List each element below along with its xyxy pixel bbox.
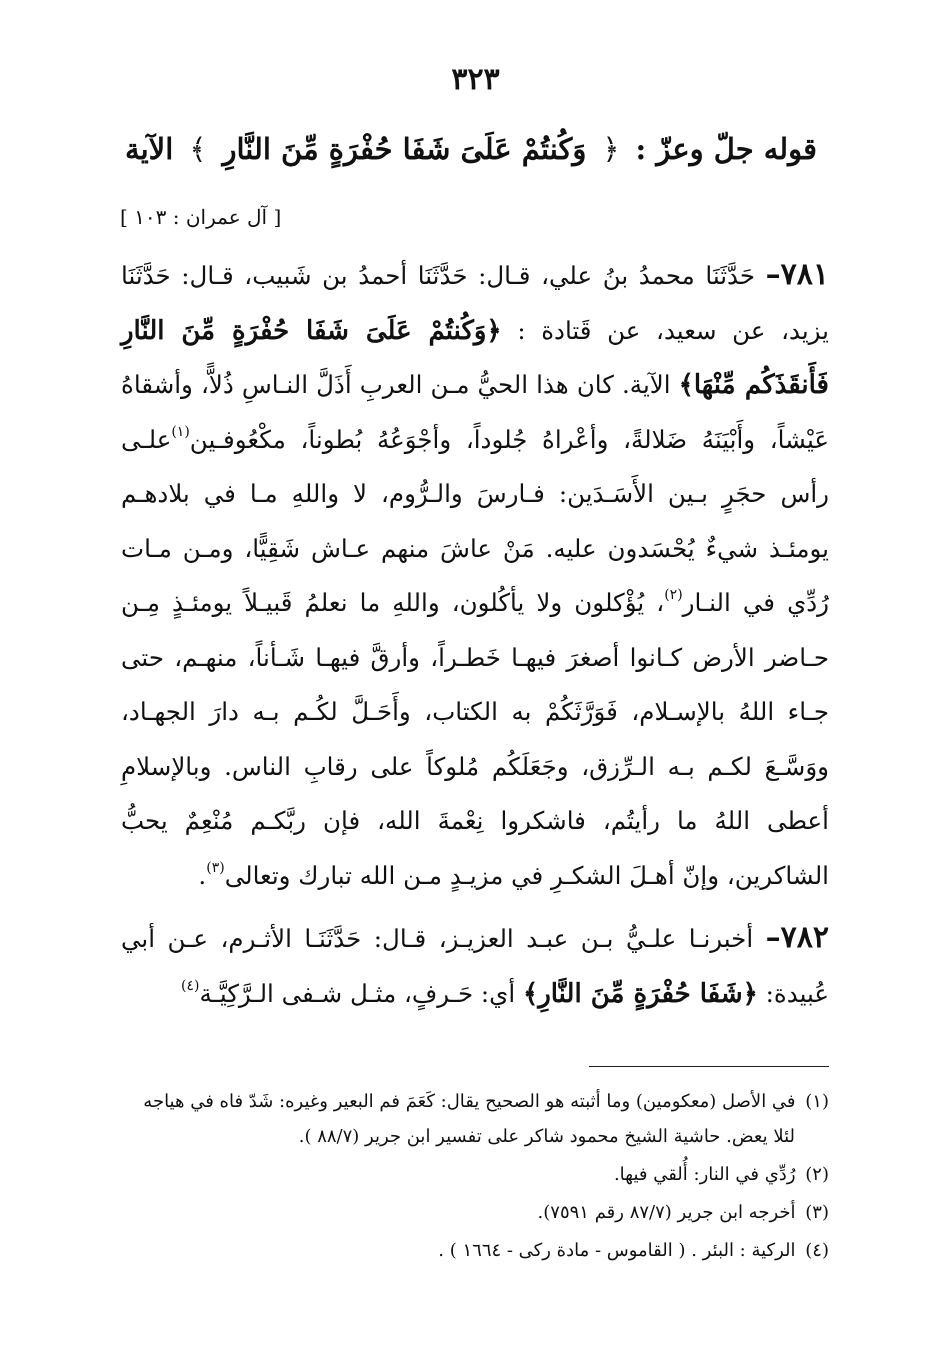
footnote-number: (٣): [805, 1202, 829, 1223]
footnote-text: في الأصل (معكومين) وما أثبته هو الصحيح يقال: كَعَمَ فم البعير وغيره: شَدّ فاه في هياجه: [143, 1091, 796, 1112]
footnote-ref-3: (٣): [206, 859, 225, 876]
heading-verse: وَكُنتُمْ عَلَىَ شَفَا حُفْرَةٍ مِّنَ النَّارِ: [222, 132, 587, 166]
page-number: ٣٢٣: [451, 62, 500, 97]
footnotes: [121, 1084, 829, 1271]
hadith-text: علـى رأس حجَرٍ بـين الأَسَـدَين: فـارسَ والـرُّوم، لا واللهِ مـا في بلادهـم يومئـذ شيءٌ يُحْسَدون عليه. مَنْ عاشَ منهم عـاش شَقِيًّا، ومـن مـات رُدِّي في النـار: [121, 424, 829, 617]
footnote-ref-4: (٤): [181, 977, 200, 994]
hadith-text: الآية. كان هذا الحيُّ مـن العربِ أَذَلَّ النـاسِ ذُلاًّ، وأشقاهُ عَيْشاً، وأَبْيَنَهُ ضَلالةً، وأعْراهُ جُلوداً، وأجْوَعُهُ بُطوناً، مكْعُوفـين: [121, 370, 829, 454]
hadith-text: .: [198, 860, 207, 890]
hadith-text: حَدَّثَنَا محمدُ بنُ علي، قـال: حَدَّثَنَا أحمدُ بن شَبيب، قـال: حَدَّثَنَا يزيد، عن سعيد، عن قَتادة :: [121, 261, 830, 345]
footnote-text: الركية : البئر . ( القاموس - مادة ركى - ١٦٦٤ ) .: [438, 1240, 796, 1261]
hadith-781: [121, 248, 829, 903]
quran-quote: ﴿وَكُنتُمْ عَلَىَ شَفَا حُفْرَةٍ مِّنَ النَّارِ فَأَنقَذَكُم مِّنْهَا﴾: [121, 315, 829, 400]
section-heading: [111, 132, 831, 166]
heading-close-bracket: ﴾: [189, 132, 207, 166]
heading-suffix: الآية: [125, 132, 174, 166]
hadith-dash: –: [765, 920, 781, 955]
heading-open-bracket: ﴿: [602, 132, 620, 166]
footnote-ref-1: (١): [171, 423, 190, 440]
footnote-number: (٢): [805, 1164, 829, 1185]
footnote-text: رُدِّي في النار: أُلقي فيها.: [613, 1164, 796, 1185]
hadith-number: ٧٨١: [780, 257, 829, 292]
footnote-number: (١): [805, 1091, 829, 1112]
quran-quote: ﴿شَفَا حُفْرَةٍ مِّنَ النَّارِ﴾: [522, 978, 758, 1009]
footnote-text: لئلا يعض. حاشية الشيخ محمود شاكر على تفسير ابن جرير (٨٨/٧ ).: [298, 1126, 795, 1147]
body-text: [121, 248, 829, 1029]
footnote-number: (٤): [805, 1240, 829, 1261]
verse-citation: [ آل عمران : ١٠٣ ]: [120, 205, 282, 229]
footnote-1: [121, 1084, 829, 1154]
hadith-782: [121, 911, 829, 1021]
hadith-text: ، يُؤْكلون ولا يأكُلون، واللهِ ما نعلمُ قَبيـلاً يومئـذٍ مِـن حـاضر الأرض كـانوا أصغرَ فيهـا خَطـراً، وأرقَّ فيهـا شَـأناً، منهـم، حتى جـاء اللهُ بالإسـلام، فَوَرَّثَكُمْ به الكتاب، وأَحَـلَّ لكُـم بـه دارَ الجهـاد، ووَسَّـعَ لكـم بـه الـرِّزق، وجَعَلَكُم مُلوكاً على رقابِ الناس. وبالإسلامِ أعطى اللهُ ما رأيتُم، فاشكروا نِعْمةَ الله، فإن ربَّكـم مُنْعِمٌ يحبُّ الشاكرين، وإنّ أهـلَ الشكـرِ في مزيـدٍ مـن الله تبارك وتعالى: [121, 588, 829, 890]
footnote-4: [121, 1233, 829, 1268]
heading-prefix: قوله جلّ وعزّ :: [635, 132, 817, 166]
hadith-dash: –: [765, 257, 781, 292]
hadith-text: أي: حَـرفٍ، مثـل شـفى الـرَّكِيَّـة: [199, 978, 516, 1008]
hadith-number: ٧٨٢: [780, 920, 829, 955]
footnote-ref-2: (٢): [664, 587, 683, 603]
footnote-text: أخرجه ابن جرير (٨٧/٧ رقم ٧٥٩١).: [537, 1202, 796, 1223]
footnote-divider: [589, 1066, 829, 1067]
footnote-3: [121, 1195, 829, 1230]
hadith-text: أخبرنـا علـيُّ بـن عبـد العزيـز، قـال: حَدَّثَنَـا الأثـرم، عـن أبي عُبيدة:: [121, 924, 829, 1008]
footnote-2: [121, 1157, 829, 1192]
